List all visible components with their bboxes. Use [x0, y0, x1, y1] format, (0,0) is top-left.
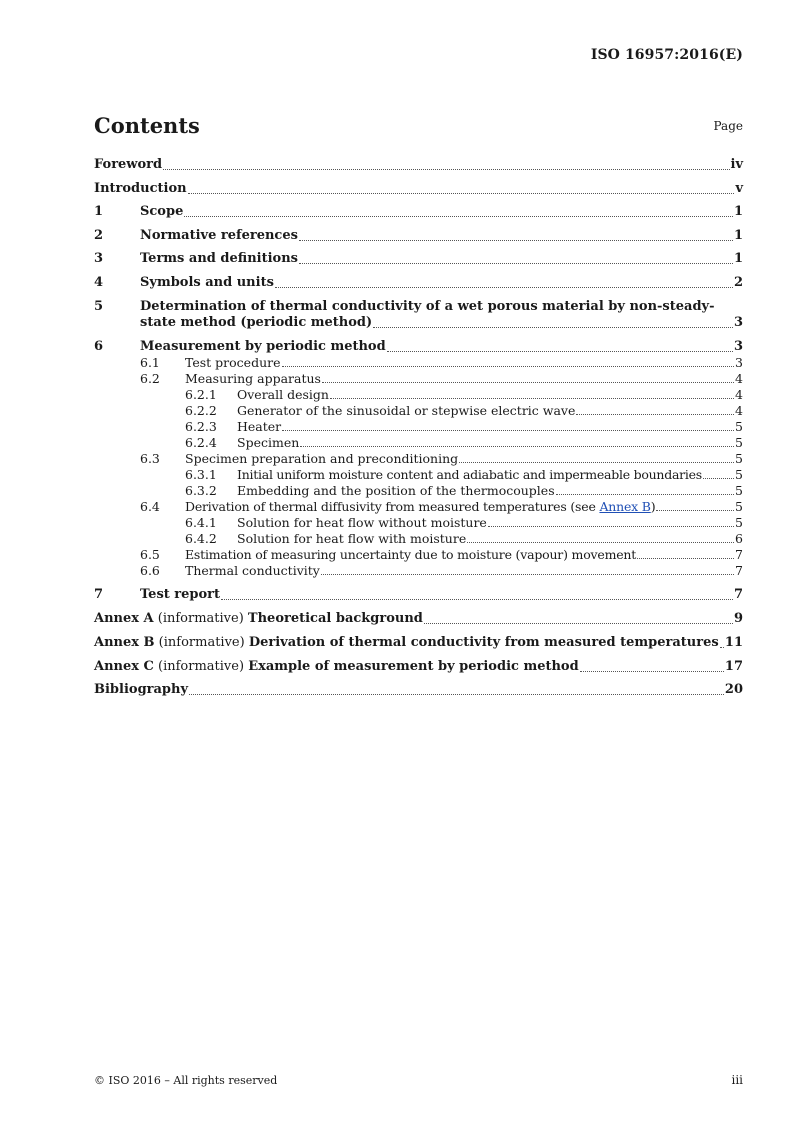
toc-entry-text: Scope [140, 204, 184, 219]
page-column-label: Page [713, 119, 743, 133]
toc-entry-text: Estimation of measuring uncertainty due to moisture (vapour) movement [185, 547, 637, 562]
toc-section-number: 7 [94, 587, 104, 602]
toc-section-number: 3 [94, 251, 104, 266]
toc-entry-text: Example of measurement by periodic method [248, 659, 579, 674]
toc-entry-text: Generator of the sinusoidal or stepwise electric wave [237, 403, 576, 418]
toc-entry-text: Overall design [237, 387, 329, 402]
dot-leader [188, 192, 735, 194]
toc-page-number: 5 [735, 483, 743, 498]
dot-leader [282, 365, 735, 367]
toc-section-number: 6.4.1 [185, 515, 217, 530]
toc-section-number: 6.4 [140, 499, 160, 514]
toc-section-number: 6.6 [140, 563, 160, 578]
dot-leader [321, 573, 734, 575]
toc-entry-uncertainty[interactable] [94, 547, 743, 562]
toc-page-number: 17 [724, 659, 743, 674]
toc-page-number: 5 [735, 451, 743, 466]
toc-page-number: 7 [733, 587, 743, 602]
toc-entry-text: Measuring apparatus [185, 371, 321, 386]
toc-entry-text: Solution for heat flow without moisture [237, 515, 487, 530]
toc-page-number: 5 [735, 515, 743, 530]
toc-section-number: 6.2.1 [185, 387, 217, 402]
toc-page-number: 6 [735, 531, 743, 546]
toc-entry-text: Introduction [94, 181, 187, 196]
dot-leader [184, 215, 733, 217]
toc-entry-annex-c[interactable] [94, 659, 743, 675]
toc-page-number: 9 [733, 611, 743, 626]
toc-entry-text: Derivation of thermal conductivity from measured temperatures [248, 635, 719, 650]
dot-leader [299, 239, 733, 241]
dot-leader [299, 262, 733, 264]
toc-section-number: 2 [94, 228, 104, 243]
toc-entry-overall-design[interactable] [94, 387, 743, 402]
toc-entry-measurement[interactable] [94, 339, 743, 355]
toc-page-number: 4 [735, 403, 743, 418]
dot-leader [300, 445, 734, 447]
toc-page-number: 5 [735, 499, 743, 514]
dot-leader [322, 381, 734, 383]
toc-section-number: 1 [94, 204, 104, 219]
dot-leader [556, 493, 734, 495]
toc-page-number: 2 [733, 275, 743, 290]
toc-entry-introduction[interactable] [94, 181, 743, 197]
toc-entry-normative-references[interactable] [94, 228, 743, 244]
toc-entry-text: Foreword [94, 157, 163, 172]
dot-leader [576, 413, 734, 415]
toc-page-number: v [735, 181, 743, 196]
toc-section-number: 6.1 [140, 355, 160, 370]
toc-entry-initial-moisture[interactable] [94, 467, 743, 482]
toc-entry-text-suffix: ) [650, 499, 656, 514]
annex-label: Annex B [94, 635, 155, 650]
toc-entry-text: Thermal conductivity [185, 563, 320, 578]
document-code: ISO 16957:2016(E) [590, 47, 743, 63]
toc-entry-text: Initial uniform moisture content and adiabatic and impermeable boundaries [237, 467, 702, 482]
toc-entry-thermal-conductivity[interactable] [94, 563, 743, 578]
dot-leader [580, 670, 724, 672]
toc-section-number: 6.5 [140, 547, 160, 562]
toc-section-number: 6.3 [140, 451, 160, 466]
toc-page-number: 5 [735, 419, 743, 434]
toc-entry-test-report[interactable] [94, 587, 743, 603]
toc-page-number: 5 [735, 467, 743, 482]
toc-page-number: 4 [735, 387, 743, 402]
toc-section-number: 5 [94, 299, 104, 314]
footer-copyright: © ISO 2016 – All rights reserved [94, 1074, 278, 1087]
toc-entry-text: Test procedure [185, 355, 281, 370]
toc-entry-embedding[interactable] [94, 483, 743, 498]
toc-page-number: 5 [735, 435, 743, 450]
annex-label: Annex C [94, 659, 154, 674]
toc-page-number: 4 [735, 371, 743, 386]
toc-entry-text: Heater [237, 419, 282, 434]
toc-page-number: 20 [724, 682, 743, 697]
dot-leader [459, 461, 734, 463]
toc-entry-determination-line1[interactable] [94, 299, 743, 315]
toc-section-number: 6.2 [140, 371, 160, 386]
dot-leader [656, 509, 734, 511]
toc-section-number: 6.2.3 [185, 419, 217, 434]
toc-entry-text: Specimen preparation and preconditioning [185, 451, 459, 466]
toc-entry-text: Bibliography [94, 682, 189, 697]
toc-entry-derivation-diffusivity[interactable] [94, 499, 743, 514]
toc-entry-text: Embedding and the position of the thermocouples [237, 483, 555, 498]
toc-entry-without-moisture[interactable] [94, 515, 743, 530]
toc-entry-specimen[interactable] [94, 435, 743, 450]
dot-leader [488, 525, 734, 527]
dot-leader [282, 429, 734, 431]
annex-informative-label: (informative) [153, 659, 249, 674]
toc-entry-text: state method (periodic method) [140, 315, 373, 330]
toc-entry-foreword[interactable] [94, 157, 743, 173]
footer-page-number: iii [731, 1073, 743, 1087]
toc-entry-text: Theoretical background [247, 611, 423, 626]
dot-leader [275, 286, 733, 288]
toc-entry-determination-line2[interactable] [94, 315, 743, 331]
toc-page-number: 7 [735, 563, 743, 578]
dot-leader [703, 477, 734, 479]
toc-entry-heater[interactable] [94, 419, 743, 434]
annex-b-link[interactable]: Annex B [599, 499, 651, 514]
toc-entry-terms-definitions[interactable] [94, 251, 743, 267]
dot-leader [163, 168, 729, 170]
toc-section-number: 6.4.2 [185, 531, 217, 546]
toc-entry-measuring-apparatus[interactable] [94, 371, 743, 386]
toc-entry-text: Specimen [237, 435, 300, 450]
toc-entry-scope[interactable] [94, 204, 743, 220]
toc-entry-with-moisture[interactable] [94, 531, 743, 546]
toc-section-number: 6.3.1 [185, 467, 217, 482]
toc-entry-symbols-units[interactable] [94, 275, 743, 291]
toc-entry-annex-a[interactable] [94, 611, 743, 627]
toc-page-number: 1 [733, 251, 743, 266]
toc-page-number: 3 [733, 339, 743, 354]
toc-entry-text: Terms and definitions [140, 251, 298, 266]
toc-entry-text: Solution for heat flow with moisture [237, 531, 467, 546]
toc-page-number: 3 [733, 315, 743, 330]
toc-section-number: 4 [94, 275, 104, 290]
toc-page-number: 1 [733, 204, 743, 219]
toc-page-number: 11 [724, 635, 743, 650]
page-title: Contents [94, 113, 200, 138]
toc-entry-text: Normative references [140, 228, 298, 243]
toc-section-number: 6 [94, 339, 104, 354]
dot-leader [637, 557, 734, 559]
annex-label: Annex A [94, 611, 154, 626]
dot-leader [221, 598, 733, 600]
dot-leader [387, 350, 733, 352]
toc-page-number: 1 [733, 228, 743, 243]
toc-entry-specimen-preparation[interactable] [94, 451, 743, 466]
dot-leader [373, 326, 733, 328]
toc-page-number: iv [730, 157, 743, 172]
toc-page-number: 7 [735, 547, 743, 562]
toc-section-number: 6.3.2 [185, 483, 217, 498]
dot-leader [189, 693, 724, 695]
toc-entry-text: Measurement by periodic method [140, 339, 386, 354]
dot-leader [720, 646, 724, 648]
annex-informative-label: (informative) [154, 635, 249, 650]
annex-informative-label: (informative) [153, 611, 248, 626]
toc-section-number: 6.2.2 [185, 403, 217, 418]
dot-leader [424, 622, 733, 624]
toc-entry-bibliography[interactable] [94, 682, 743, 698]
toc-entry-generator[interactable] [94, 403, 743, 418]
toc-entry-test-procedure[interactable] [94, 355, 743, 370]
dot-leader [467, 541, 734, 543]
toc-entry-text: Test report [140, 587, 221, 602]
toc-entry-text: Determination of thermal conductivity of a wet porous material by non-steady- [140, 299, 715, 314]
dot-leader [330, 397, 734, 399]
toc-page-number: 3 [735, 355, 743, 370]
toc-entry-text: Derivation of thermal diffusivity from measured temperatures (see [185, 499, 600, 514]
toc-entry-annex-b[interactable] [94, 635, 743, 651]
toc-section-number: 6.2.4 [185, 435, 217, 450]
toc-entry-text: Symbols and units [140, 275, 274, 290]
